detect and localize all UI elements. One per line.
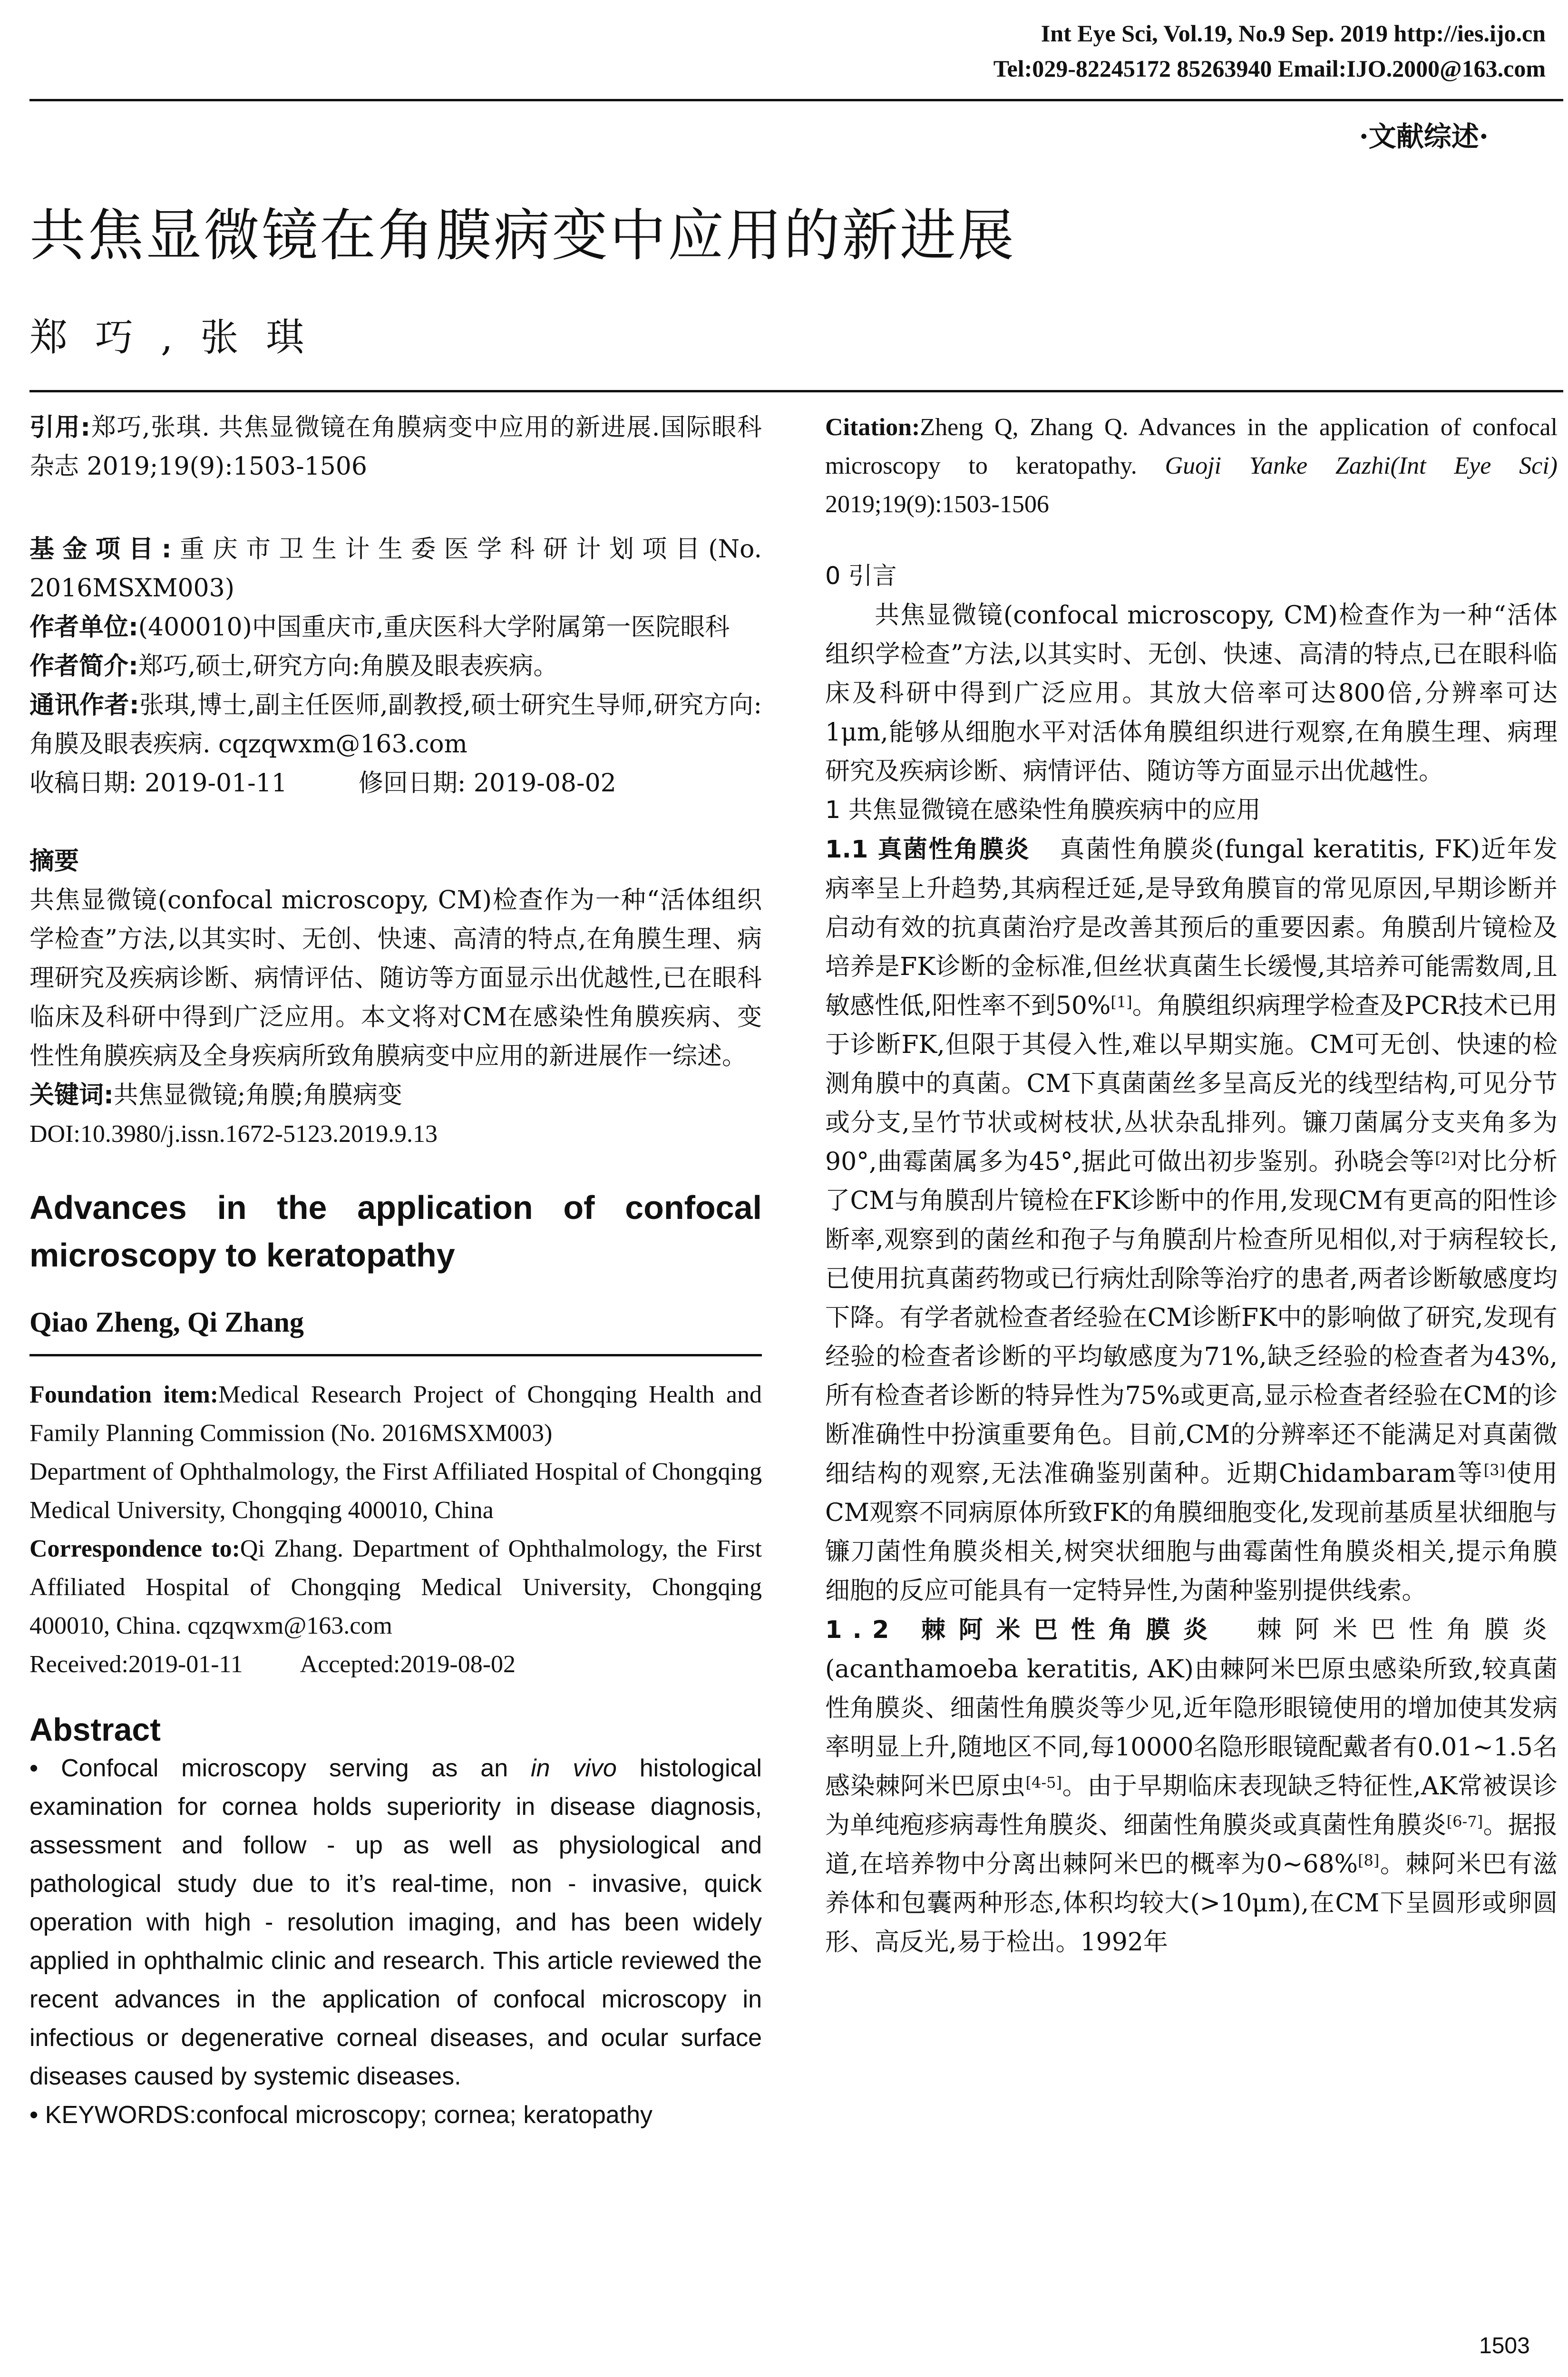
ref-3[interactable]: [3] (1483, 1461, 1506, 1479)
citation-cn-text: 郑巧,张琪. 共焦显微镜在角膜病变中应用的新进展.国际眼科杂志 2019;19(9):1503-1506 (29, 413, 762, 481)
page-number: 1503 (1479, 2333, 1530, 2358)
sec12-text-2: 。由于早期临床表现缺乏特征性,AK常被误诊为单纯疱疹病毒性角膜炎、细菌性角膜炎或真菌性角膜炎 (825, 1772, 1558, 1840)
sec11-text-3: 对比分析了CM与角膜刮片镜检在FK诊断中的作用,发现CM有更高的阳性诊断率,观察到的菌丝和孢子与角膜刮片检查所见相似,对于病程较长,已使用抗真菌药物或已行病灶刮除等治疗的患者,两者诊断敏感度均下降。有学者就检查者经验在CM诊断FK中的影响做了研究,发现有经验的检查者诊断的平均敏感度为71%,缺乏经验的检查者为43%,所有检查者诊断的特异性为75%或更高,显示检查者经验在CM的诊断准确性中扮演重要角色。目前,CM的分辨率还不能满足对真菌微细结构的观察,无法准确鉴别菌种。近期Chidambaram等 (825, 1148, 1558, 1488)
abstract-en-part-a: • Confocal microscopy serving as an (29, 1754, 531, 1782)
section-0-text: 共焦显微镜(confocal microscopy, CM)检查作为一种“活体组织学检查”方法,以其实时、无创、快速、高清的特点,已在眼科临床及科研中得到广泛应用。其放大倍率可达800倍,分辨率可达1μm,能够从细胞水平对活体角膜组织进行观察,在角膜生理、病理研究及疾病诊断、病情评估、随访等方面显示出优越性。 (825, 601, 1558, 786)
foundation-label: Foundation item: (29, 1381, 219, 1408)
ref-8[interactable]: [8] (1358, 1851, 1380, 1870)
citation-en-label: Citation: (825, 414, 920, 441)
section-1-1-paragraph (825, 830, 1558, 1610)
citation-cn-label: 引用: (29, 413, 91, 442)
section-1-2-heading: 1.2 棘阿米巴性角膜炎 (825, 1616, 1221, 1644)
title-rule (29, 390, 1563, 392)
abstract-en-part-b: histological examination for cornea holds superiority in disease diagnosis, assessment and follow - up as well as physiological and pathological study due to it’s real-time, non - invasive, quick operation with high - resolution imaging, and has been widely applied in ophthalmic clinic and research. This article reviewed the recent advances in the application of confocal microscopy in infectious or degenerative corneal diseases, and ocular surface diseases caused by systemic diseases. (29, 1754, 762, 2090)
sec11-text-4: 使用CM观察不同病原体所致FK的角膜细胞变化,发现前基质星状细胞与镰刀菌性角膜炎相关,树突状细胞与曲霉菌性角膜炎相关,提示角膜细胞的反应可能具有一定特异性,为菌种鉴别提供线索。 (825, 1460, 1558, 1605)
accepted-en: Accepted:2019-08-02 (300, 1651, 516, 1678)
authors-en-rule (29, 1354, 762, 1356)
foundation-item (29, 1375, 762, 1452)
header-rule (29, 99, 1563, 101)
author-bio (29, 647, 762, 686)
ref-1[interactable]: [1] (1110, 993, 1132, 1011)
department: Department of Ophthalmology, the First Affiliated Hospital of Chongqing Medical University, Chongqing 400010, China (29, 1458, 762, 1524)
corr-label: 通讯作者: (29, 691, 139, 720)
correspondence-label: Correspondence to: (29, 1535, 240, 1562)
bio-label: 作者简介: (29, 652, 138, 681)
ref-4-5[interactable]: [4-5] (1025, 1773, 1062, 1792)
abstract-en-heading: Abstract (29, 1712, 161, 1748)
correspondence-text: Qi Zhang. Department of Ophthalmology, the First Affiliated Hospital of Chongqing Medical University, Chongqing 400010, China. cqzqwxm@163.com (29, 1535, 762, 1639)
citation-en (825, 408, 1558, 524)
fund-text: 重庆市卫生计生委医学科研计划项目(No. 2016MSXM003) (29, 535, 762, 603)
keywords-cn-label: 关键词: (29, 1081, 114, 1110)
section-1-1-heading: 1.1 真菌性角膜炎 (825, 836, 1030, 864)
received-cn: 收稿日期: 2019-01-11 (29, 769, 287, 798)
sec12-lead: 棘阿米巴性角膜炎 (1254, 1616, 1558, 1644)
unit-text: (400010)中国重庆市,重庆医科大学附属第一医院眼科 (138, 613, 730, 642)
left-column (29, 408, 762, 2134)
right-column (825, 408, 1558, 1962)
sec12-text-1: (acanthamoeba keratitis, AK)由棘阿米巴原虫感染所致,较真菌性角膜炎、细菌性角膜炎等少见,近年隐形眼镜使用的增加使其发病率明显上升,随地区不同,每10000名隐形眼镜配戴者有0.01~1.5名感染棘阿米巴原虫 (825, 1655, 1558, 1801)
abstract-en-text (29, 1749, 762, 2096)
dates-en (29, 1645, 762, 1684)
keywords-cn-text: 共焦显微镜;角膜;角膜病变 (113, 1081, 402, 1110)
section-0-heading: 0 引言 (825, 562, 897, 590)
article-title: 共焦显微镜在角膜病变中应用的新进展 (29, 203, 1016, 268)
citation-en-journal: Guoji Yanke Zazhi(Int Eye Sci) (1165, 452, 1558, 479)
unit-label: 作者单位: (29, 613, 138, 642)
article-authors: 郑巧,张琪 (29, 315, 332, 360)
article-authors-en: Qiao Zheng, Qi Zhang (29, 1306, 304, 1338)
abstract-en-italic: in vivo (531, 1754, 617, 1782)
abstract-cn-text: 共焦显微镜(confocal microscopy, CM)检查作为一种“活体组织学检查”方法,以其实时、无创、快速、高清的特点,在角膜生理、病理研究及疾病诊断、病情评估、随访等方面显示出优越性,已在眼科临床及科研中得到广泛应用。本文将对CM在感染性角膜疾病、变性性角膜疾病及全身疾病所致角膜病变中应用的新进展作一综述。 (29, 886, 762, 1071)
journal-header-line2: Tel:029-82245172 85263940 Email:IJO.2000@163.com (993, 55, 1546, 82)
section-1-heading: 1 共焦显微镜在感染性角膜疾病中的应用 (825, 796, 1261, 824)
sec12-text-3: 。据报道,在培养物中分离出棘阿米巴的概率为0~68% (825, 1811, 1558, 1879)
received-en: Received:2019-01-11 (29, 1651, 243, 1678)
section-1-2-paragraph (825, 1610, 1558, 1962)
journal-header-line1: Int Eye Sci, Vol.19, No.9 Sep. 2019 http://ies.ijo.cn (1041, 20, 1546, 47)
fund-label: 基金项目: (29, 535, 172, 564)
ref-6-7[interactable]: [6-7] (1446, 1812, 1483, 1831)
citation-en-text: Zheng Q, Zhang Q. Advances in the application of confocal microscopy to keratopathy. (825, 414, 1558, 479)
foundation-text: Medical Research Project of Chongqing Health and Family Planning Commission (No. 2016MSXM003) (29, 1381, 762, 1447)
dates-cn (29, 764, 762, 803)
revised-cn: 修回日期: 2019-08-02 (358, 769, 616, 798)
abstract-cn-heading: 摘要 (29, 847, 79, 876)
sec11-text-2: 。角膜组织病理学检查及PCR技术已用于诊断FK,但限于其侵入性,难以早期实施。CM可无创、快速的检测角膜中的真菌。CM下真菌菌丝多呈高反光的线型结构,可见分节或分支,呈竹节状或树枝状,丛状杂乱排列。镰刀菌属分支夹角多为90°,曲霉菌属多为45°,据此可做出初步鉴别。孙晓会等 (825, 992, 1558, 1176)
correspondence (29, 1529, 762, 1645)
fund-item (29, 530, 762, 608)
corresponding-author (29, 686, 762, 764)
citation-en-text-b: 2019;19(9):1503-1506 (825, 491, 1049, 518)
keywords-en: • KEYWORDS:confocal microscopy; cornea; keratopathy (29, 2101, 653, 2129)
author-unit (29, 608, 762, 647)
keywords-cn (29, 1076, 762, 1115)
sec11-text-1: 真菌性角膜炎(fungal keratitis, FK)近年发病率呈上升趋势,其病程迁延,是导致角膜盲的常见原因,早期诊断并启动有效的抗真菌治疗是改善其预后的重要因素。角膜刮片镜检及培养是FK诊断的金标准,但丝状真菌生长缓慢,其培养可能需数周,且敏感性低,阳性率不到50% (825, 835, 1558, 1020)
sec12-text-4: 。棘阿米巴有滋养体和包囊两种形态,体积均较大(>10μm),在CM下呈圆形或卵圆形、高反光,易于检出。1992年 (825, 1850, 1558, 1957)
article-title-en: Advances in the application of confocal microscopy to keratopathy (29, 1189, 762, 1274)
bio-text: 郑巧,硕士,研究方向:角膜及眼表疾病。 (138, 652, 558, 681)
doi: DOI:10.3980/j.issn.1672-5123.2019.9.13 (29, 1120, 438, 1148)
citation-cn (29, 408, 762, 486)
section-tag: ·文献综述· (1359, 120, 1489, 153)
corr-text: 张琪,博士,副主任医师,副教授,硕士研究生导师,研究方向:角膜及眼表疾病. cqzqwxm@163.com (29, 691, 762, 759)
ref-2[interactable]: [2] (1435, 1149, 1457, 1167)
